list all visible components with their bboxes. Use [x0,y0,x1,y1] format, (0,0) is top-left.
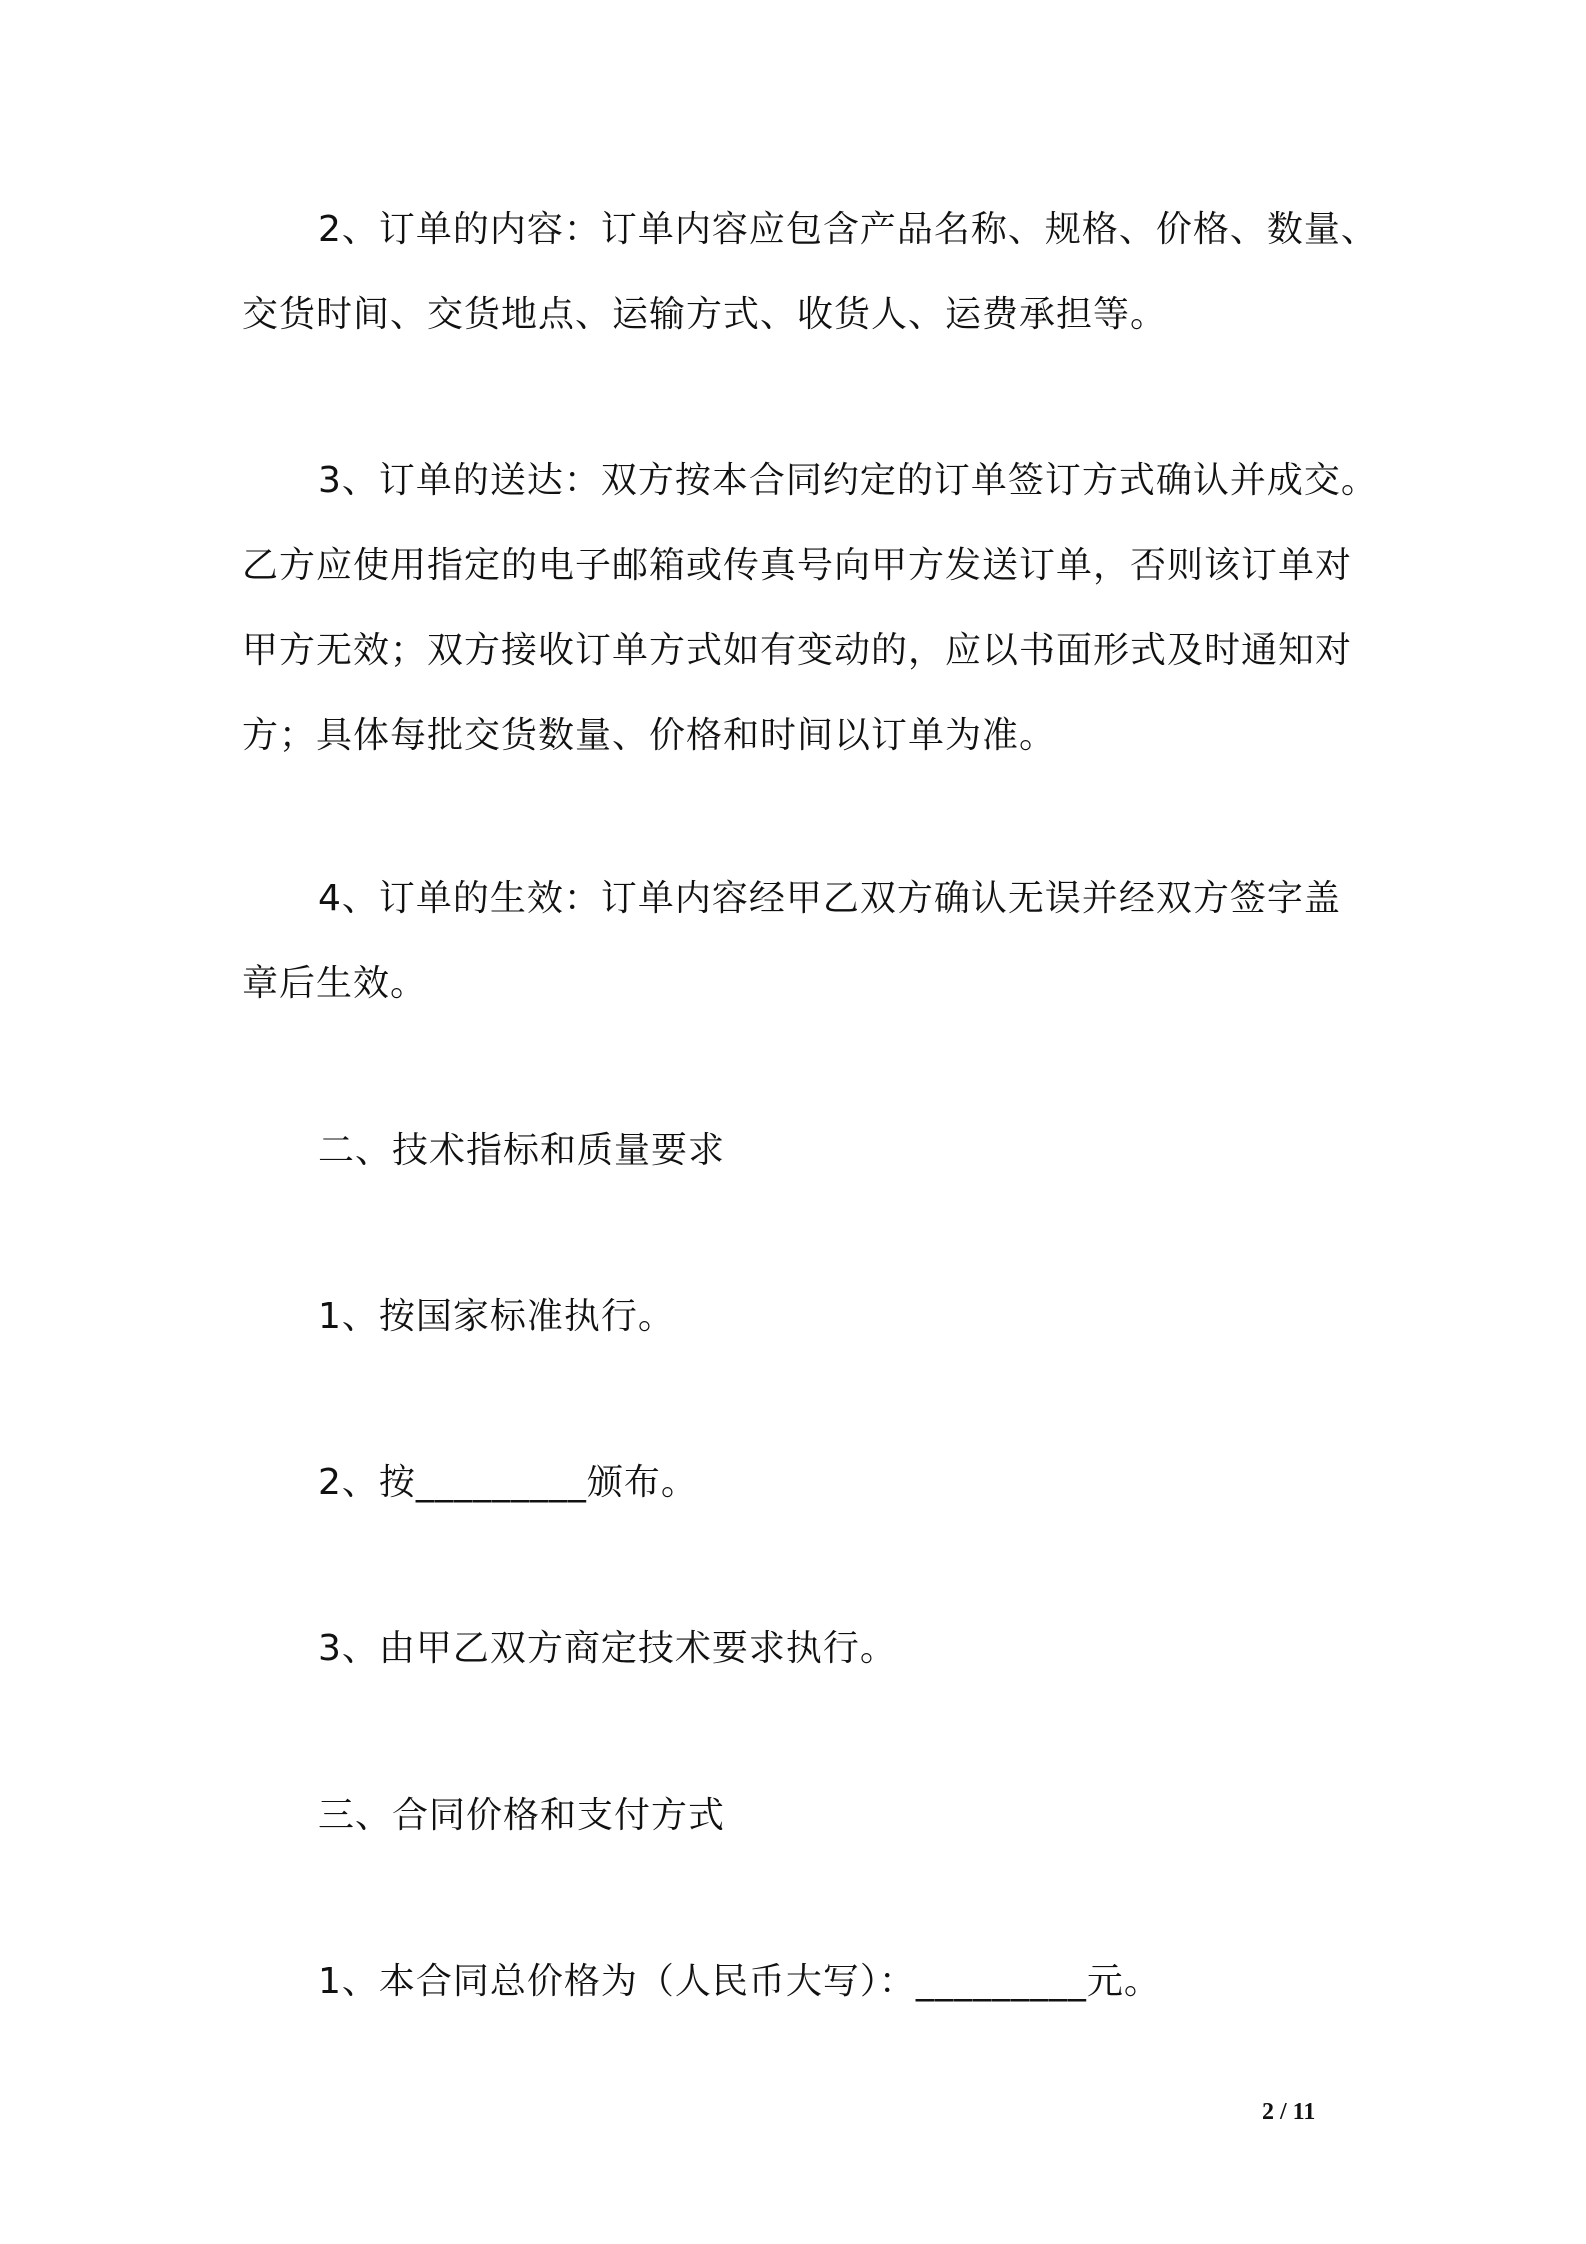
paragraph-order-effect-line-1: 4、订单的生效：订单内容经甲乙双方确认无误并经双方签字盖 [318,878,1341,919]
paragraph-order-delivery-line-1: 3、订单的送达：双方按本合同约定的订单签订方式确认并成交。 [318,460,1378,501]
page-number: 2 / 11 [1262,2099,1316,2125]
paragraph-order-delivery-line-3: 甲方无效；双方接收订单方式如有变动的，应以书面形式及时通知对 [242,630,1353,671]
paragraph-order-effect-line-2: 章后生效。 [242,963,428,1004]
list-item-issued-by: 2、按_________颁布。 [318,1462,698,1503]
list-item-agreed-technical: 3、由甲乙双方商定技术要求执行。 [318,1628,897,1669]
paragraph-order-delivery-line-4: 方；具体每批交货数量、价格和时间以订单为准。 [242,715,1057,756]
paragraph-order-content-line-1: 2、订单的内容：订单内容应包含产品名称、规格、价格、数量、 [318,209,1378,250]
list-item-national-standard: 1、按国家标准执行。 [318,1296,675,1337]
list-item-total-price: 1、本合同总价格为（人民币大写）：_________元。 [318,1961,1161,2002]
section-heading-technical-quality: 二、技术指标和质量要求 [318,1130,726,1171]
paragraph-order-delivery-line-2: 乙方应使用指定的电子邮箱或传真号向甲方发送订单，否则该订单对 [242,545,1353,586]
paragraph-order-content-line-2: 交货时间、交货地点、运输方式、收货人、运费承担等。 [242,294,1168,335]
section-heading-price-payment: 三、合同价格和支付方式 [318,1795,726,1836]
